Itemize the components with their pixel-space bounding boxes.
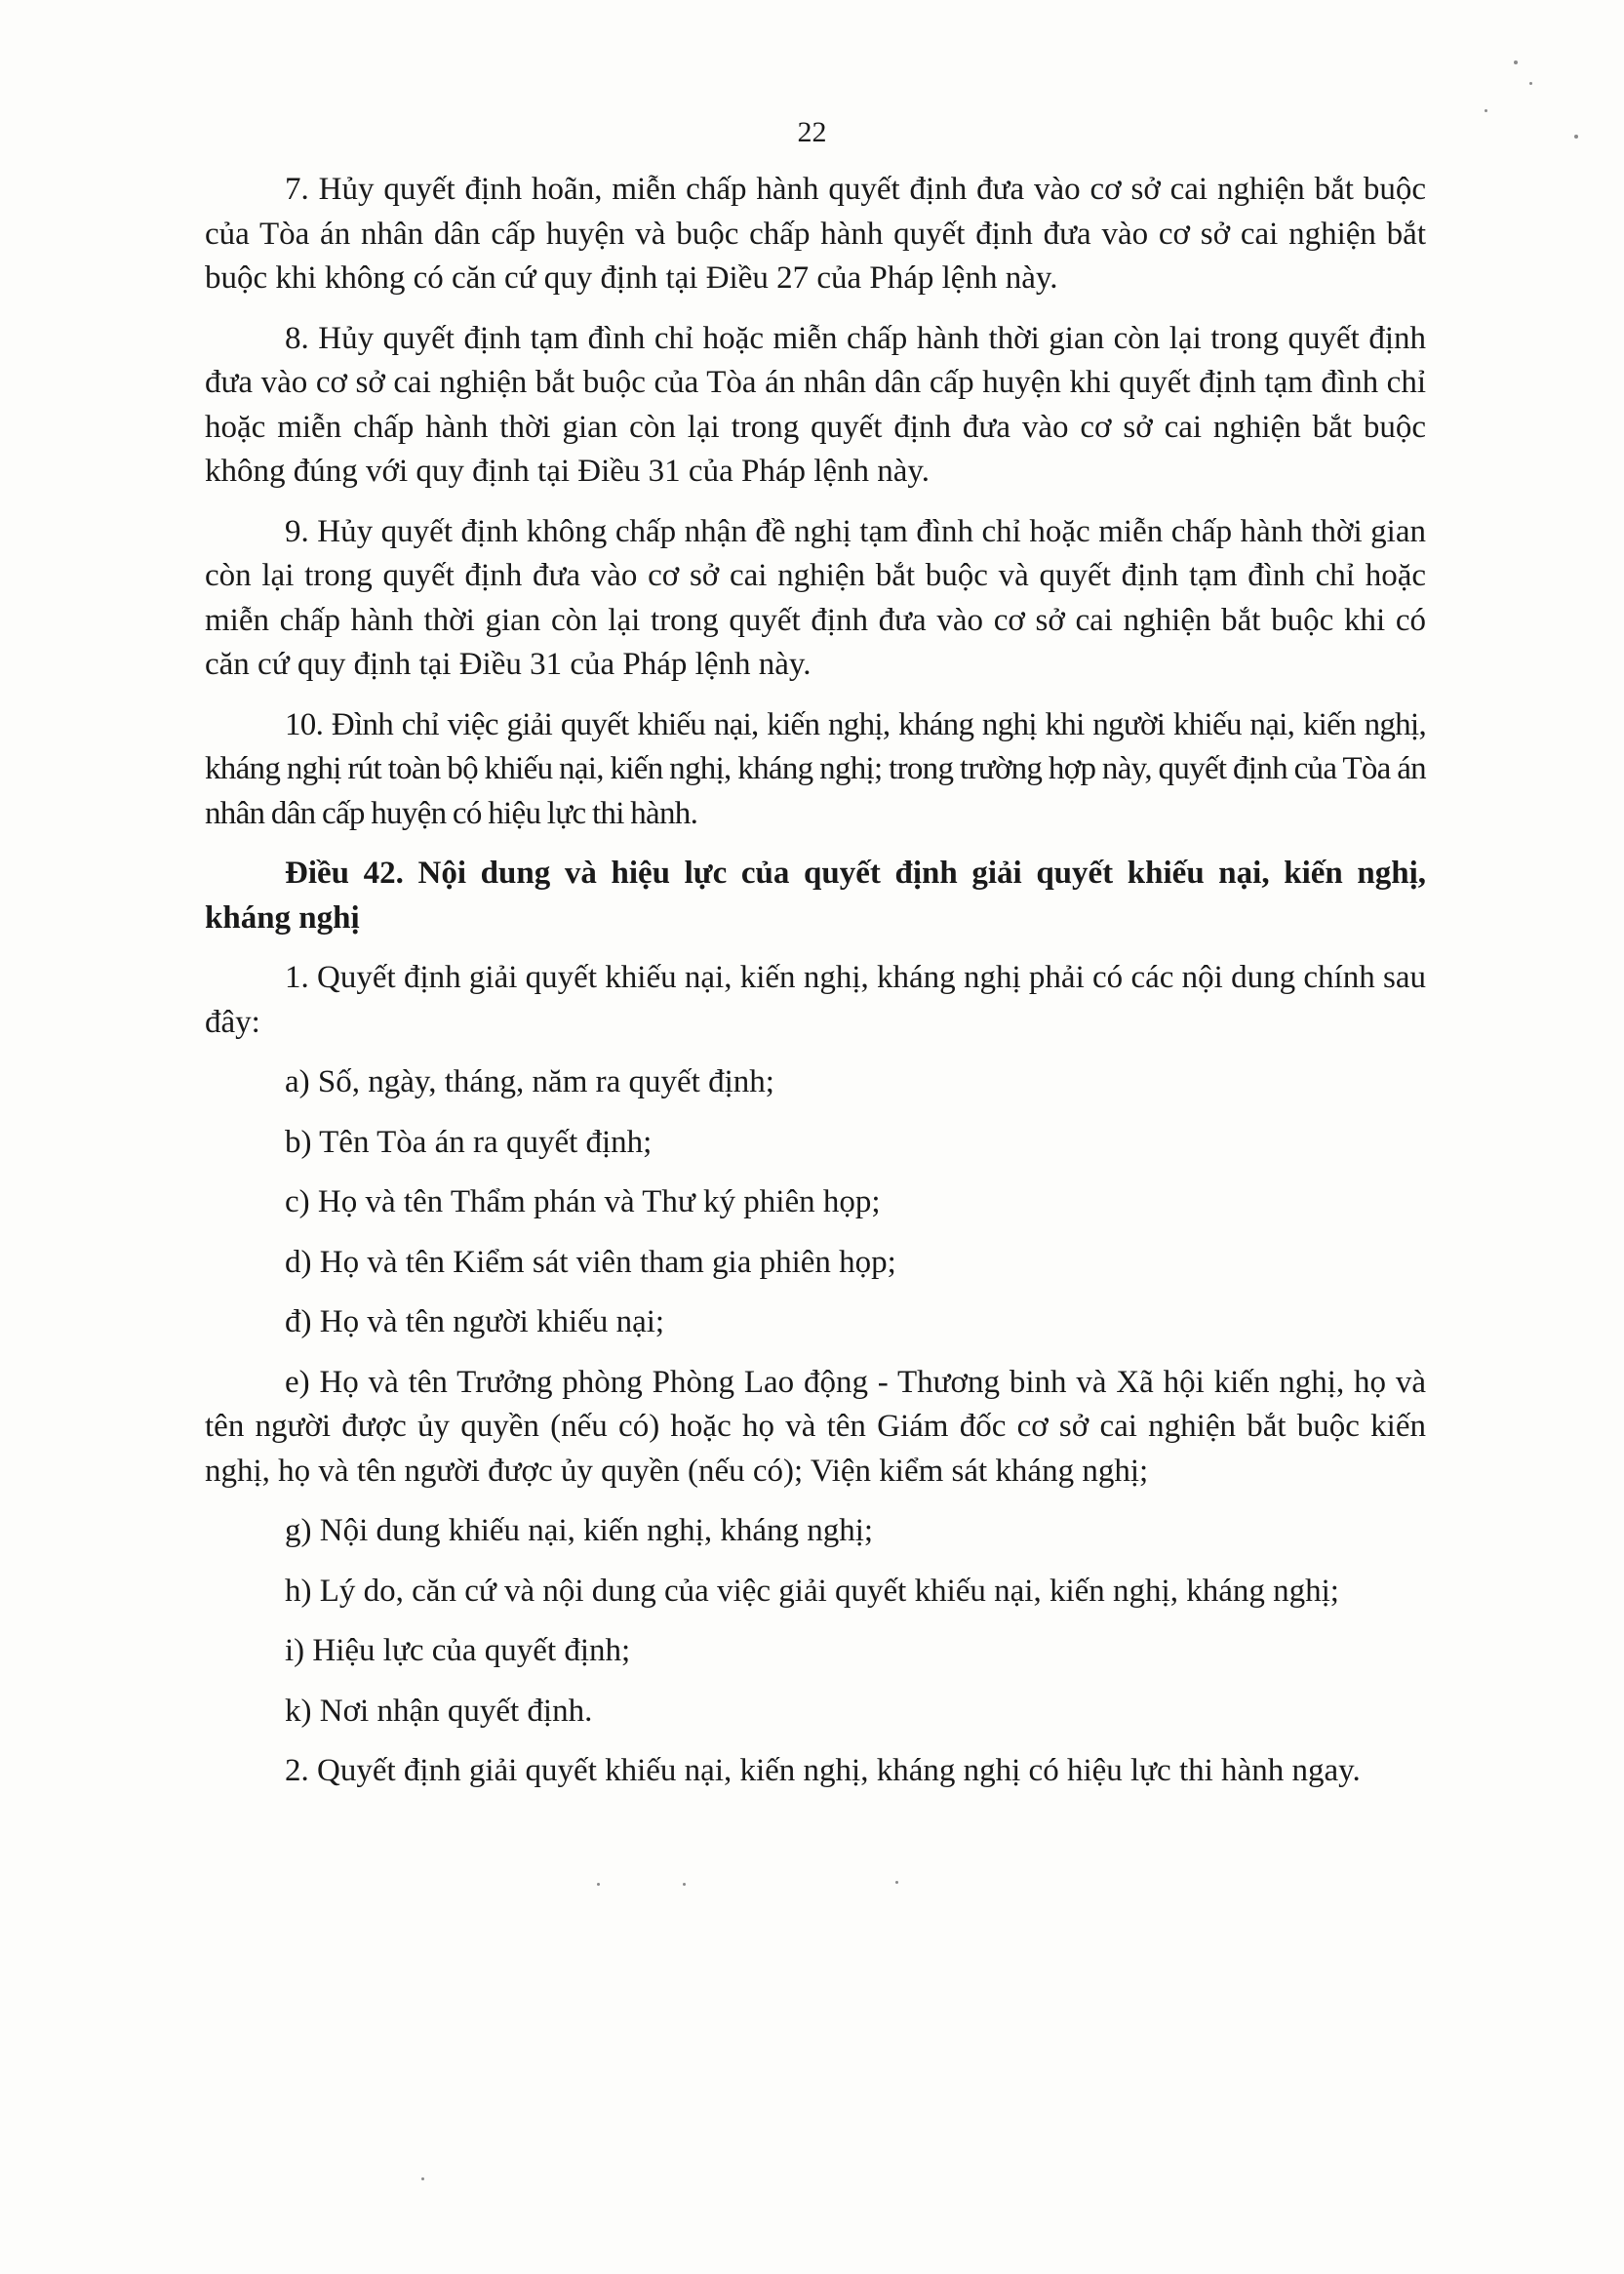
article-42-clause-2: 2. Quyết định giải quyết khiếu nại, kiến nghị, kháng nghị có hiệu lực thi hành ngay. (285, 1753, 1361, 1788)
point-a: a) Số, ngày, tháng, năm ra quyết định; (285, 1064, 774, 1099)
item-10: 10. Đình chỉ việc giải quyết khiếu nại, kiến nghị, kháng nghị khi người khiếu nại, kiến nghị, kháng nghị rút toàn bộ khiếu nại, kiến nghị, kháng nghị; trong trường hợp này, quyết định của Tòa án nhân dân cấp huyện có hiệu lực thi hành. (205, 706, 1426, 831)
scan-speck (895, 1881, 898, 1884)
point-h: h) Lý do, căn cứ và nội dung của việc giải quyết khiếu nại, kiến nghị, kháng nghị; (285, 1573, 1339, 1609)
document-body (205, 168, 1426, 1810)
scan-speck (597, 1883, 600, 1886)
point-e: e) Họ và tên Trưởng phòng Phòng Lao động - Thương binh và Xã hội kiến nghị, họ và tên người được ủy quyền (nếu có) hoặc họ và tên Giám đốc cơ sở cai nghiện bắt buộc kiến nghị, họ và tên người được ủy quyền (nếu có); Viện kiểm sát kháng nghị; (205, 1364, 1426, 1489)
item-7: 7. Hủy quyết định hoãn, miễn chấp hành quyết định đưa vào cơ sở cai nghiện bắt buộc của Tòa án nhân dân cấp huyện và buộc chấp hành quyết định đưa vào cơ sở cai nghiện bắt buộc khi không có căn cứ quy định tại Điều 27 của Pháp lệnh này. (205, 172, 1426, 296)
scan-speck (1574, 135, 1578, 139)
point-dd: đ) Họ và tên người khiếu nại; (285, 1304, 665, 1339)
item-8: 8. Hủy quyết định tạm đình chỉ hoặc miễn chấp hành thời gian còn lại trong quyết định đưa vào cơ sở cai nghiện bắt buộc của Tòa án nhân dân cấp huyện khi quyết định tạm đình chỉ hoặc miễn chấp hành thời gian còn lại trong quyết định đưa vào cơ sở cai nghiện bắt buộc không đúng với quy định tại Điều 31 của Pháp lệnh này. (205, 320, 1426, 489)
point-c: c) Họ và tên Thẩm phán và Thư ký phiên họp; (285, 1184, 881, 1219)
scan-speck (1514, 60, 1518, 64)
scan-speck (1529, 82, 1532, 85)
point-k: k) Nơi nhận quyết định. (285, 1693, 593, 1729)
point-i: i) Hiệu lực của quyết định; (285, 1633, 631, 1668)
point-g: g) Nội dung khiếu nại, kiến nghị, kháng nghị; (285, 1513, 874, 1548)
article-42-heading: Điều 42. Nội dung và hiệu lực của quyết định giải quyết khiếu nại, kiến nghị, kháng nghị (205, 856, 1426, 936)
scan-speck (421, 2177, 424, 2180)
point-b: b) Tên Tòa án ra quyết định; (285, 1124, 653, 1160)
item-9: 9. Hủy quyết định không chấp nhận đề nghị tạm đình chỉ hoặc miễn chấp hành thời gian còn lại trong quyết định đưa vào cơ sở cai nghiện bắt buộc và quyết định tạm đình chỉ hoặc miễn chấp hành thời gian còn lại trong quyết định đưa vào cơ sở cai nghiện bắt buộc khi có căn cứ quy định tại Điều 31 của Pháp lệnh này. (205, 513, 1426, 682)
point-d: d) Họ và tên Kiểm sát viên tham gia phiên họp; (285, 1244, 896, 1280)
scan-speck (1485, 109, 1487, 112)
page-number: 22 (797, 116, 827, 148)
scan-speck (683, 1883, 686, 1886)
article-42-clause-1: 1. Quyết định giải quyết khiếu nại, kiến nghị, kháng nghị phải có các nội dung chính sau đây: (205, 960, 1426, 1040)
